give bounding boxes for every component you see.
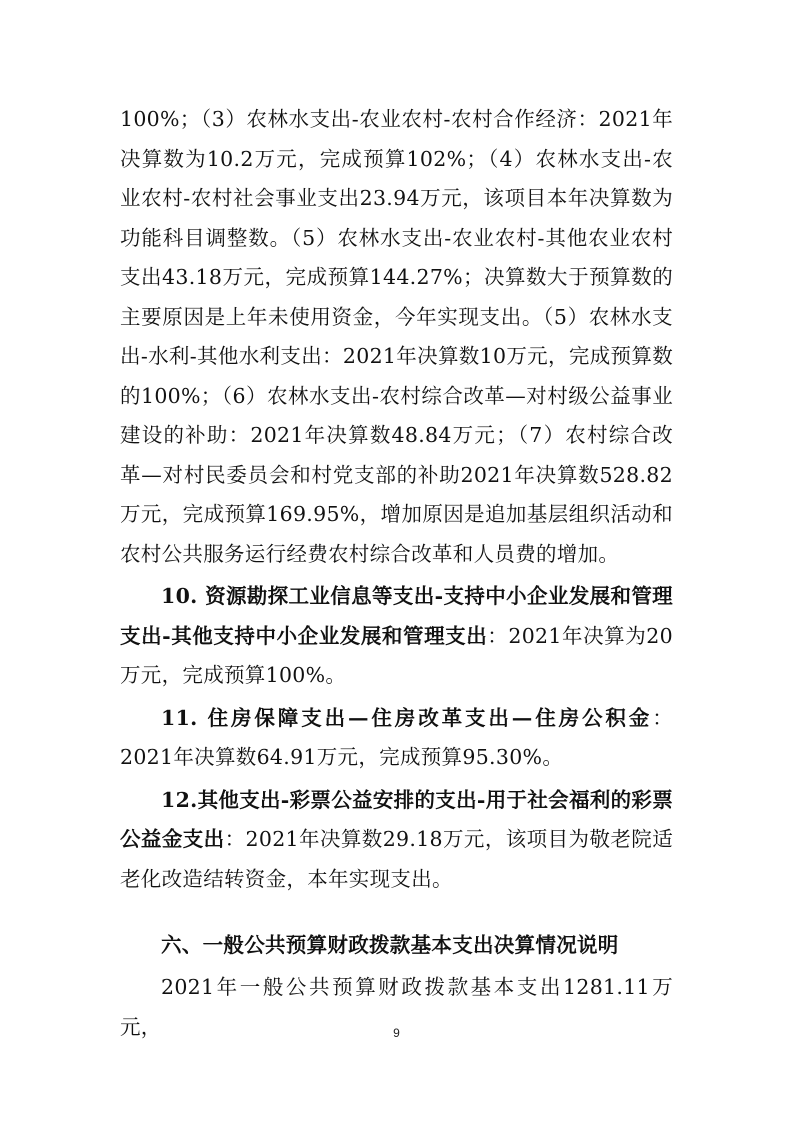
paragraph-item-12 [120,781,673,900]
paragraph-item-11 [120,699,673,778]
page-number: 9 [393,1026,400,1040]
item-12-body: ：2021年决算数29.18万元，该项目为敬老院适老化改造结转资金，本年实现支出。 [120,827,674,891]
paragraph-agriculture-expenditure: 100%；（3）农林水支出-农业农村-农村合作经济：2021年决算数为10.2万元，完成预算102%；（4）农林水支出-农业农村-农村社会事业支出23.94万元，该项目本年决算数为功能科目调整数。（5）农林水支出-农业农村-其他农业农村支出43.18万元，完成预算144.27%；决算数大于预算数的主要原因是上年未使用资金，今年实现支出。（5）农林水支出-水利-其他水利支出：2021年决算数10万元，完成预算数的100%；（6）农林水支出-农村综合改革—对村级公益事业建设的补助：2021年决算数48.84万元；（7）农村综合改革—对村民委员会和村党支部的补助2021年决算数528.82万元，完成预算169.95%，增加原因是追加基层组织活动和农村公共服务运行经费农村综合改革和人员费的增加。 [120,107,673,566]
paragraph-basic-expenditure: 2021年一般公共预算财政拨款基本支出1281.11万元， [120,975,673,1039]
item-10-heading: 10. 资源勘探工业信息等支出-支持中小企业发展和管理支出-其他支持中小企业发展和管理支出 [120,584,673,648]
item-11-body: ：2021年决算数64.91万元，完成预算95.30%。 [120,705,673,769]
document-page [120,100,674,1039]
item-11-heading: 11. 住房保障支出—住房改革支出—住房公积金 [161,705,653,730]
paragraph-item-10 [120,577,673,696]
item-10-body: ：2021年决算为20万元，完成预算100%。 [120,623,673,687]
item-12-heading: 12.其他支出-彩票公益安排的支出-用于社会福利的彩票公益金支出 [120,787,673,851]
section-heading: 六、一般公共预算财政拨款基本支出决算情况说明 [161,933,619,957]
